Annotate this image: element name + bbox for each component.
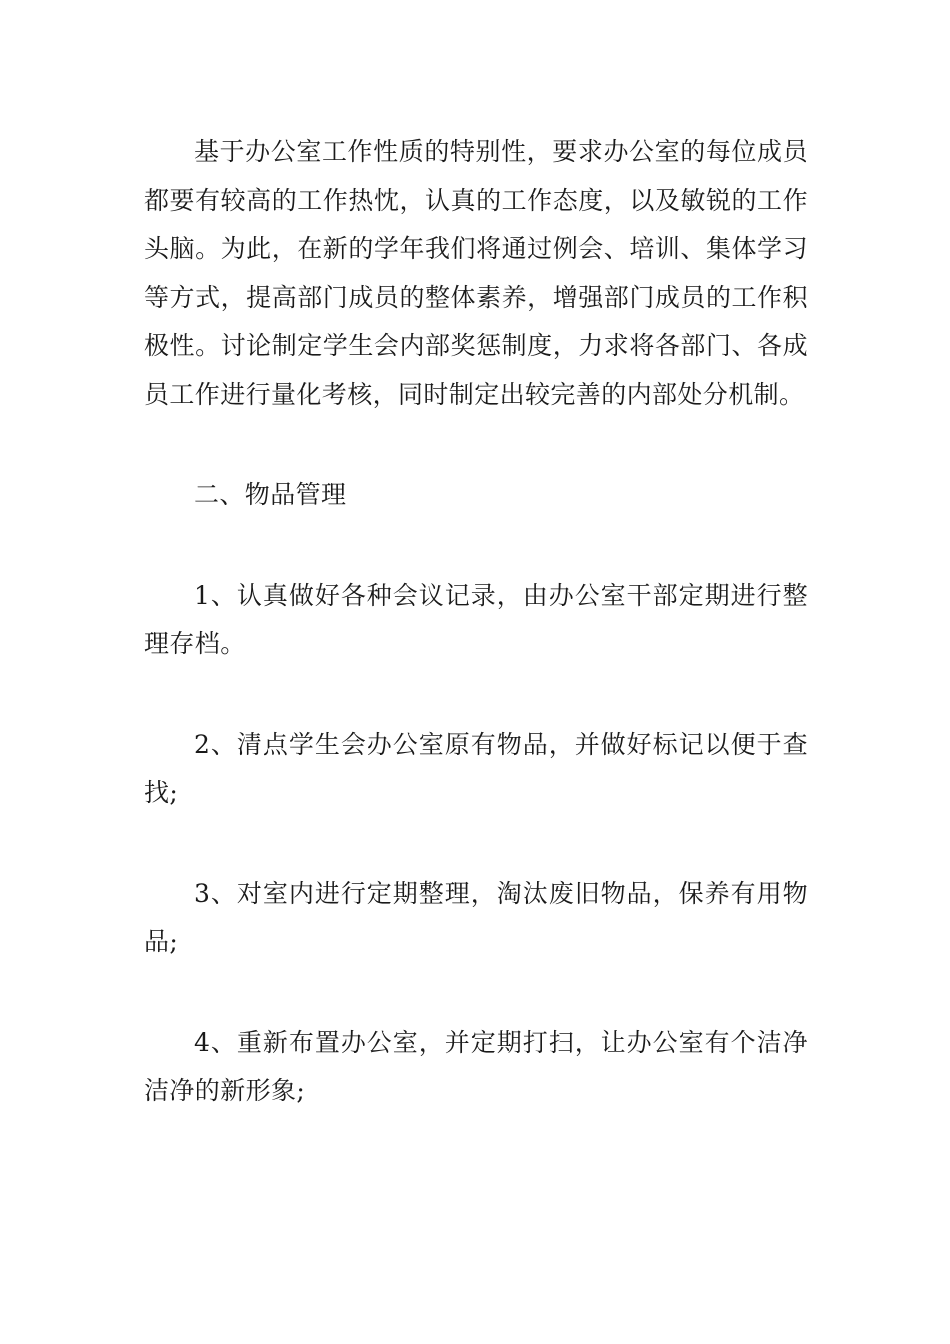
- list-item: 2、清点学生会办公室原有物品，并做好标记以便于查找;: [144, 729, 808, 807]
- section-heading: 二、物品管理: [194, 480, 347, 509]
- list-item: 3、对室内进行定期整理，淘汰废旧物品，保养有用物品;: [144, 878, 808, 956]
- intro-paragraph: 基于办公室工作性质的特别性，要求办公室的每位成员都要有较高的工作热忱，认真的工作态度，以及敏锐的工作头脑。为此，在新的学年我们将通过例会、培训、集体学习等方式，提高部门成员的整体素养，增强部门成员的工作积极性。讨论制定学生会内部奖惩制度，力求将各部门、各成员工作进行量化考核，同时制定出较完善的内部处分机制。: [144, 137, 808, 409]
- list-item: 4、重新布置办公室，并定期打扫，让办公室有个洁净洁净的新形象;: [144, 1027, 808, 1105]
- list-item: 1、认真做好各种会议记录，由办公室干部定期进行整理存档。: [144, 580, 808, 658]
- document-body: [144, 128, 808, 1168]
